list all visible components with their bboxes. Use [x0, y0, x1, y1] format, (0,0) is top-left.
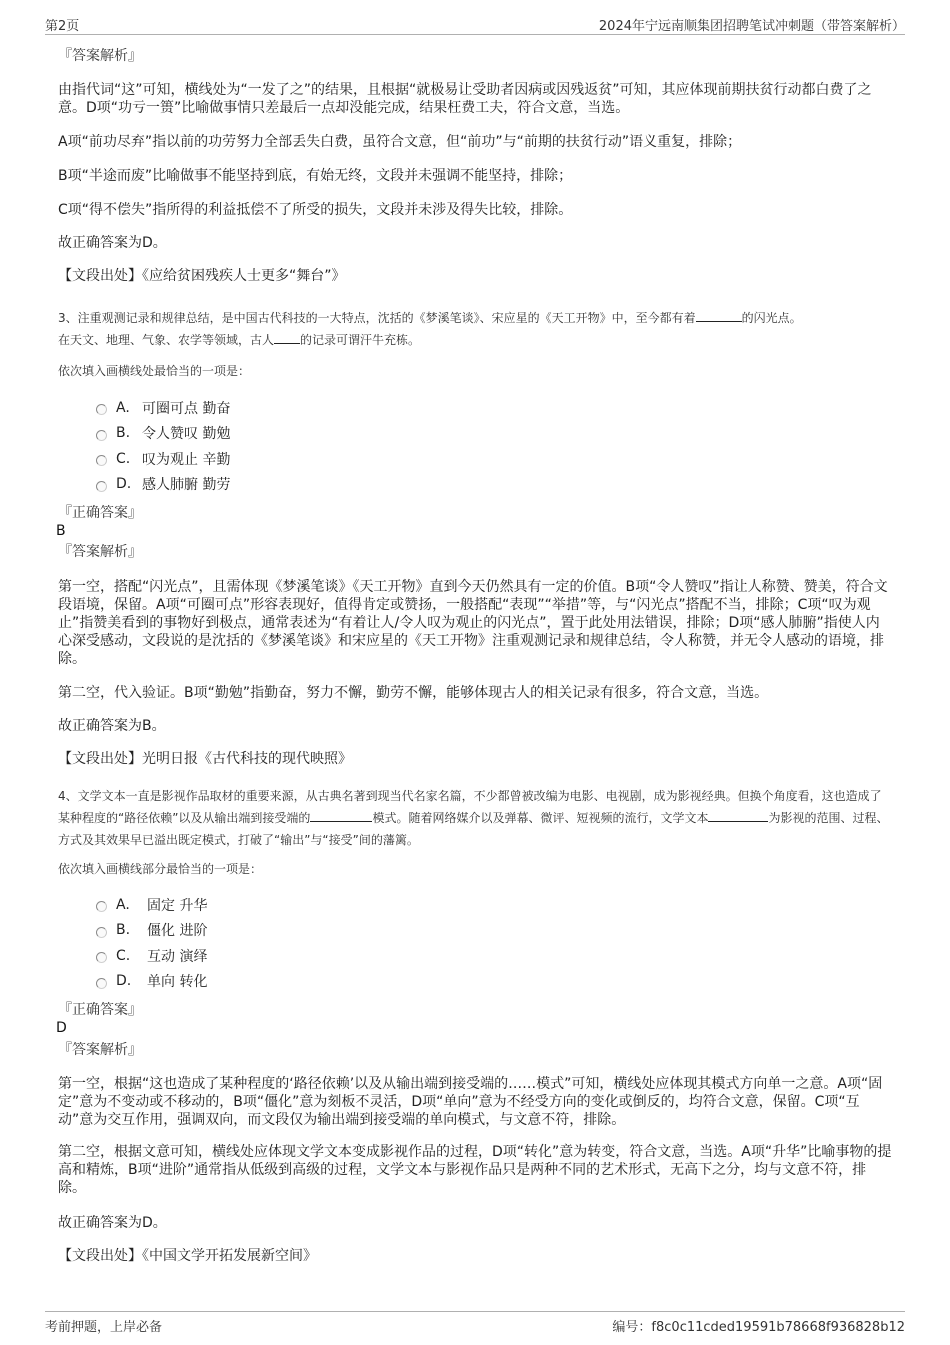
q3-correct-value: B	[56, 523, 66, 539]
radio-icon[interactable]	[96, 952, 107, 963]
q3-option-d[interactable]: D. 感人肺腑 勤劳	[96, 472, 230, 498]
q3-conclusion: 故正确答案为B。	[58, 718, 166, 734]
q2-option-c-analysis: C项“得不偿失”指所得的利益抵偿不了所受的损失，文段并未涉及得失比较，排除。	[58, 202, 573, 218]
q4-option-b[interactable]: B. 僵化 进阶	[96, 918, 207, 944]
serial-number: 编号：f8c0c11cded19591b78668f936828b12	[612, 1320, 905, 1335]
radio-icon[interactable]	[96, 481, 107, 492]
q4-option-c[interactable]: C. 互动 演绎	[96, 943, 207, 969]
q2-conclusion: 故正确答案为D。	[58, 235, 167, 251]
q4-analysis-2: 第二空，根据文意可知，横线处应体现文学文本变成影视作品的过程，D项“转化”意为转变，符合文意，当选。A项“升华”比喻事物的提高和精炼，B项“进阶”通常指从低级到高级的过程，文学文本与影视作品只是两种不同的艺术形式，无高下之分，均与文意不符，排除。	[58, 1144, 892, 1196]
q3-option-a[interactable]: A. 可圈可点 勤奋	[96, 395, 230, 421]
q4-stem: 4、文学文本一直是影视作品取材的重要来源，从古典名著到现当代名家名篇，不少都曾被改编为电影、电视剧，成为影视经典。但换个角度看，这也造成了某种程度的“路径依赖”以及从输出端到接受端的 模式。随着网络媒介以及弹幕、微评、短视频的流行，文学文本 为影视的范围、过程、方式及其效果早已溢出既定模式，打破了“输出”与“接受”间的藩篱。	[58, 789, 889, 847]
q2-analysis-label: 『答案解析』	[58, 48, 142, 64]
q4-analysis-1: 第一空，根据“这也造成了某种程度的‘路径依赖’以及从输出端到接受端的……模式”可知，横线处应体现其模式方向单一之意。A项“固定”意为不变动或不移动的，B项“僵化”意为刻板不灵活，D项“单向”意为不经受方向的变化或倒反的，均符合文意，保留。C项“互动”意为交互作用，强调双向，而文段仅为输出端到接受端的单向模式，与文意不符，排除。	[58, 1076, 883, 1128]
q4-blank-1	[310, 809, 372, 822]
q4-blank-2	[708, 809, 768, 822]
radio-icon[interactable]	[96, 455, 107, 466]
q3-option-b[interactable]: B. 令人赞叹 勤勉	[96, 421, 230, 447]
q4-correct-label: 『正确答案』	[58, 1002, 142, 1018]
q2-analysis-para: 由指代词“这”可知，横线处为“一发了之”的结果，且根据“就极易让受助者因病或因残返贫”可知，其应体现前期扶贫行动都白费了之意。D项“功亏一篑”比喻做事情只差最后一点却没能完成，结果枉费工夫，符合文意，当选。	[58, 82, 872, 116]
q3-option-c[interactable]: C. 叹为观止 辛勤	[96, 446, 230, 472]
q3-source: 【文段出处】光明日报《古代科技的现代映照》	[58, 751, 352, 767]
q4-options	[96, 892, 207, 994]
q4-source: 【文段出处】《中国文学开拓发展新空间》	[58, 1248, 317, 1264]
q2-option-a-analysis: A项“前功尽弃”指以前的功劳努力全部丢失白费，虽符合文意，但“前功”与“前期的扶贫行动”语义重复，排除；	[58, 134, 742, 150]
q3-analysis-2: 第二空，代入验证。B项“勤勉”指勤奋，努力不懈，勤劳不懈，能够体现古人的相关记录有很多，符合文意，当选。	[58, 685, 769, 701]
q3-options	[96, 395, 230, 497]
q3-blank-2	[274, 331, 300, 344]
q4-prompt: 依次填入画横线部分最恰当的一项是：	[58, 862, 263, 876]
radio-icon[interactable]	[96, 978, 107, 989]
q3-stem: 3、注重观测记录和规律总结，是中国古代科技的一大特点，沈括的《梦溪笔谈》、宋应星的《天工开物》中，至今都有着 的闪光点。 在天文、地理、气象、农学等领域，古人 的记录可谓汗牛充栋。	[58, 311, 802, 347]
q4-option-d[interactable]: D. 单向 转化	[96, 969, 207, 995]
q3-prompt: 依次填入画横线处最恰当的一项是：	[58, 364, 251, 378]
q3-analysis-label: 『答案解析』	[58, 544, 142, 560]
radio-icon[interactable]	[96, 927, 107, 938]
radio-icon[interactable]	[96, 430, 107, 441]
q4-option-a[interactable]: A. 固定 升华	[96, 892, 207, 918]
document-title: 2024年宁远南顺集团招聘笔试冲刺题（带答案解析）	[598, 19, 905, 34]
q4-analysis-label: 『答案解析』	[58, 1042, 142, 1058]
footer-slogan: 考前押题，上岸必备	[45, 1320, 163, 1335]
q3-analysis-1: 第一空，搭配“闪光点”，且需体现《梦溪笔谈》《天工开物》直到今天仍然具有一定的价值。B项“令人赞叹”指让人称赞、赞美，符合文段语境，保留。A项“可圈可点”形容表现好，值得肯定或赞扬，一般搭配“表现”“举措”等，与“闪光点”搭配不当，排除；C项“叹为观止”指赞美看到的事物好到极点，通常表述为“有着让人/令人叹为观止的闪光点”，置于此处用法错误，排除；D项“感人肺腑”指使人内心深受感动，文段说的是沈括的《梦溪笔谈》和宋应星的《天工开物》注重观测记录和规律总结，令人称赞，并无令人感动的语境，排除。	[58, 579, 888, 667]
q3-correct-label: 『正确答案』	[58, 505, 142, 521]
q2-option-b-analysis: B项“半途而废”比喻做事不能坚持到底，有始无终，文段并未强调不能坚持，排除；	[58, 168, 573, 184]
q3-blank-1	[696, 309, 742, 322]
q4-correct-value: D	[56, 1020, 67, 1036]
page-header	[45, 12, 905, 35]
radio-icon[interactable]	[96, 404, 107, 415]
q2-source: 【文段出处】《应给贫困残疾人士更多“舞台”》	[58, 268, 346, 284]
radio-icon[interactable]	[96, 901, 107, 912]
q4-conclusion: 故正确答案为D。	[58, 1215, 167, 1231]
page-footer	[45, 1311, 905, 1336]
page-number: 第2页	[45, 19, 80, 34]
